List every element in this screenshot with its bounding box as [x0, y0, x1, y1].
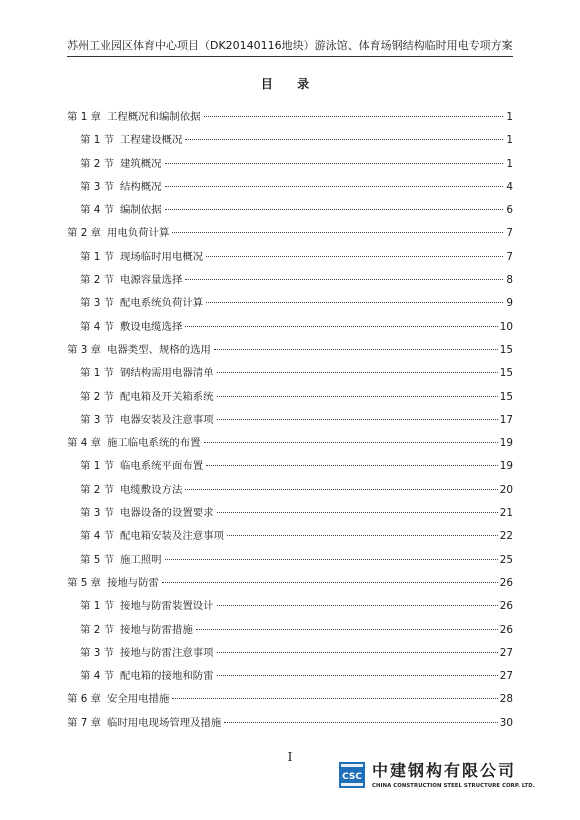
logo-company-name-en: CHINA CONSTRUCTION STEEL STRUCTURE CORP. LTD.: [372, 783, 535, 789]
toc-entry-page: 19: [499, 460, 513, 473]
toc-dot-leader: [185, 489, 497, 490]
toc-entry-page: 6: [506, 204, 513, 217]
toc-entry-page: 1: [506, 157, 513, 170]
header-rule: [67, 56, 513, 57]
toc-entry-title: 配电系统负荷计算: [120, 297, 204, 310]
toc-entry-page: 10: [499, 320, 513, 333]
toc-entry-title: 临时用电现场管理及措施: [107, 716, 222, 729]
toc-entry-page: 19: [499, 437, 513, 450]
toc-section-entry[interactable]: [67, 479, 513, 502]
toc-entry-title: 接地与防雷注意事项: [120, 646, 214, 659]
toc-entry-page: 28: [499, 693, 513, 706]
toc-dot-leader: [227, 535, 498, 536]
toc-entry-number: 第 5 节: [80, 553, 114, 566]
toc-section-entry[interactable]: [67, 316, 513, 339]
toc-entry-number: 第 1 节: [80, 367, 114, 380]
toc-entry-number: 第 3 节: [80, 507, 114, 520]
toc-entry-number: 第 5 章: [67, 576, 101, 589]
toc-entry-page: 9: [506, 297, 513, 310]
toc-entry-page: 15: [499, 367, 513, 380]
toc-entry-page: 20: [499, 483, 513, 496]
toc-entry-number: 第 7 章: [67, 716, 101, 729]
toc-entry-page: 22: [499, 530, 513, 543]
toc-entry-page: 1: [506, 111, 513, 123]
toc-entry-title: 结构概况: [120, 180, 162, 193]
toc-dot-leader: [165, 209, 503, 210]
toc-entry-number: 第 2 章: [67, 227, 101, 240]
toc-entry-page: 15: [499, 343, 513, 356]
toc-entry-page: 1: [506, 134, 513, 147]
toc-section-entry[interactable]: [67, 665, 513, 688]
toc-entry-number: 第 3 节: [80, 413, 114, 426]
toc-dot-leader: [165, 186, 503, 187]
toc-entry-number: 第 3 章: [67, 343, 101, 356]
toc-entry-number: 第 3 节: [80, 180, 114, 193]
toc-dot-leader: [217, 652, 498, 653]
toc-entry-number: 第 2 节: [80, 274, 114, 287]
toc-entry-number: 第 1 章: [67, 111, 101, 123]
toc-dot-leader: [214, 349, 498, 350]
logo-company-name-cn: 中建钢构有限公司: [372, 761, 517, 780]
toc-entry-page: 26: [499, 623, 513, 636]
toc-entry-title: 配电箱的接地和防雷: [120, 670, 214, 683]
toc-entry-title: 工程概况和编制依据: [107, 111, 201, 123]
toc-entry-title: 安全用电措施: [107, 693, 170, 706]
toc-entry-title: 钢结构需用电器清单: [120, 367, 214, 380]
toc-entry-title: 建筑概况: [120, 157, 162, 170]
toc-entry-page: 8: [506, 274, 513, 287]
toc-entry-page: 7: [506, 250, 513, 263]
toc-entry-page: 15: [499, 390, 513, 403]
toc-entry-title: 接地与防雷: [107, 576, 159, 589]
toc-dot-leader: [185, 279, 503, 280]
toc-entry-page: 17: [499, 413, 513, 426]
toc-dot-leader: [206, 256, 503, 257]
toc-entry-title: 电器类型、规格的选用: [107, 343, 211, 356]
toc-entry-title: 电器安装及注意事项: [120, 413, 214, 426]
toc-entry-number: 第 4 章: [67, 437, 101, 450]
toc-dot-leader: [165, 163, 503, 164]
toc-entry-number: 第 1 节: [80, 600, 114, 613]
toc-entry-page: 4: [506, 180, 513, 193]
toc-chapter-entry[interactable]: [67, 106, 513, 129]
toc-dot-leader: [204, 116, 503, 117]
toc-section-entry[interactable]: [67, 455, 513, 478]
toc-entry-number: 第 4 节: [80, 670, 114, 683]
toc-entry-page: 7: [506, 227, 513, 240]
toc-entry-title: 配电箱及开关箱系统: [120, 390, 214, 403]
toc-dot-leader: [172, 232, 503, 233]
toc-dot-leader: [217, 372, 498, 373]
toc-dot-leader: [185, 326, 497, 327]
toc-chapter-entry[interactable]: [67, 432, 513, 455]
toc-dot-leader: [217, 675, 498, 676]
toc-entry-title: 施工临电系统的布置: [107, 437, 201, 450]
toc-dot-leader: [172, 698, 497, 699]
toc-chapter-entry[interactable]: [67, 688, 513, 711]
toc-section-entry[interactable]: [67, 549, 513, 572]
toc-section-entry[interactable]: [67, 246, 513, 269]
toc-entry-page: 21: [499, 507, 513, 520]
toc-section-entry[interactable]: [67, 292, 513, 315]
toc-dot-leader: [196, 629, 498, 630]
toc-entry-title: 用电负荷计算: [107, 227, 170, 240]
toc-chapter-entry[interactable]: [67, 572, 513, 595]
toc-entry-title: 工程建设概况: [120, 134, 183, 147]
toc-dot-leader: [204, 442, 498, 443]
toc-entry-number: 第 1 节: [80, 134, 114, 147]
toc-entry-title: 配电箱安装及注意事项: [120, 530, 224, 543]
toc-section-entry[interactable]: [67, 153, 513, 176]
toc-dot-leader: [165, 559, 498, 560]
toc-entry-page: 26: [499, 600, 513, 613]
toc-section-entry[interactable]: [67, 176, 513, 199]
toc-entry-number: 第 2 节: [80, 623, 114, 636]
toc-title: 目 录: [260, 77, 320, 91]
toc-entry-number: 第 4 节: [80, 204, 114, 217]
toc-dot-leader: [206, 465, 498, 466]
toc-entry-title: 电器设备的设置要求: [120, 507, 214, 520]
company-logo: [339, 760, 535, 800]
toc-dot-leader: [206, 302, 503, 303]
toc-entry-page: 26: [499, 576, 513, 589]
toc-entry-title: 现场临时用电概况: [120, 250, 204, 263]
toc-section-entry[interactable]: [67, 409, 513, 432]
document-header: 苏州工业园区体育中心项目（DK20140116地块）游泳馆、体育场钢结构临时用电专项方案: [67, 39, 513, 52]
toc-dot-leader: [185, 139, 503, 140]
toc-section-entry[interactable]: [67, 269, 513, 292]
toc-dot-leader: [217, 419, 498, 420]
toc-section-entry[interactable]: [67, 619, 513, 642]
toc-entry-number: 第 3 节: [80, 297, 114, 310]
toc-entry-title: 电缆敷设方法: [120, 483, 183, 496]
toc-entry-page: 30: [499, 716, 513, 729]
toc-entry-number: 第 1 节: [80, 250, 114, 263]
toc-chapter-entry[interactable]: [67, 222, 513, 245]
toc-section-entry[interactable]: [67, 525, 513, 548]
toc-entry-title: 敷设电缆选择: [120, 320, 183, 333]
toc-entry-page: 27: [499, 670, 513, 683]
toc-entry-number: 第 3 节: [80, 646, 114, 659]
toc-entry-title: 临电系统平面布置: [120, 460, 204, 473]
toc-dot-leader: [217, 605, 498, 606]
toc-entry-number: 第 1 节: [80, 460, 114, 473]
toc-entry-title: 编制依据: [120, 204, 162, 217]
toc-entry-number: 第 2 节: [80, 483, 114, 496]
toc-entry-number: 第 4 节: [80, 320, 114, 333]
csc-logo-icon: [339, 762, 365, 788]
toc-section-entry[interactable]: [67, 642, 513, 665]
toc-entry-title: 电源容量选择: [120, 274, 183, 287]
toc-entry-title: 接地与防雷措施: [120, 623, 193, 636]
toc-section-entry[interactable]: [67, 502, 513, 525]
toc-section-entry[interactable]: [67, 362, 513, 385]
toc-entry-number: 第 6 章: [67, 693, 101, 706]
toc-entry-title: 施工照明: [120, 553, 162, 566]
table-of-contents: [67, 106, 513, 735]
toc-section-entry[interactable]: [67, 386, 513, 409]
toc-chapter-entry[interactable]: [67, 339, 513, 362]
toc-entry-title: 接地与防雷装置设计: [120, 600, 214, 613]
toc-entry-number: 第 2 节: [80, 390, 114, 403]
toc-dot-leader: [217, 396, 498, 397]
toc-section-entry[interactable]: [67, 199, 513, 222]
toc-section-entry[interactable]: [67, 595, 513, 618]
toc-dot-leader: [162, 582, 498, 583]
toc-dot-leader: [217, 512, 498, 513]
toc-chapter-entry[interactable]: [67, 712, 513, 735]
toc-entry-page: 25: [499, 553, 513, 566]
toc-entry-number: 第 4 节: [80, 530, 114, 543]
toc-entry-number: 第 2 节: [80, 157, 114, 170]
page-number: I: [287, 750, 293, 764]
toc-entry-page: 27: [499, 646, 513, 659]
toc-dot-leader: [224, 722, 497, 723]
toc-section-entry[interactable]: [67, 129, 513, 152]
logo-mark-text: CSC: [342, 772, 362, 782]
